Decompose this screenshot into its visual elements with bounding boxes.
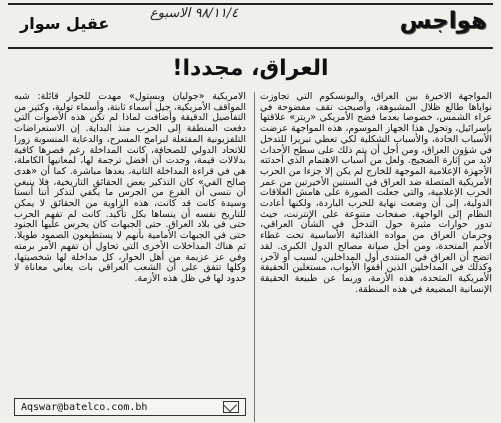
envelope-icon	[223, 401, 239, 413]
header-bottom-rule	[8, 47, 493, 49]
author-byline: عقيل سوار	[20, 14, 110, 33]
column-divider	[254, 92, 255, 422]
handwritten-date: ٩٨/١١/٤ الاسبوع	[150, 6, 239, 21]
article-headline: العراق، مجددا!	[172, 56, 329, 81]
article-column-right	[260, 92, 492, 422]
article-column-left	[14, 92, 246, 392]
author-email[interactable]: Aqswar@batelco.com.bh	[21, 401, 148, 413]
body-text-right: المواجهة الأخيرة بين العراق، واليونسكوم التي تجاوزت نواياها طالع ظلال المشبوهة، وأصبحت تقف مفضوحة في عراء الشمس، خصوصا بعدما فضح الأمريكي «ريتر» علاقتها بإسرائيل، وتحول هذا الجهاز الموسوم، هذه المواجهة عرضت الأسباب الحادة، والأسباب الشكلية لكي تعطي تبريرا للتدخل في شؤون العراق، ومن أجل أن يتم ذلك على سطح الأحداث لابد من إثارة الضجيج. ولعل من أسباب الاهتمام الذي أحدثته الأجهزة الإعلامية الموجهة للخارج لم يكن إلا جزءا من الحرب الأمريكية المتصلة ضد العراق في السنتين الأخيرتين من عمر الحرب الإعلامية، والتي جعلت الصورة على هامش العلاقات الدولية، إلى أن وضعت نهاية للحرب الباردة، ولكنها أعادت النظام إلى الواجهة. صفحات متنوعة على الإنترنت، حيث تدور حوارات مثيرة حول التدخل في الشأن العراقي، وحرمان العراق من مواده الغذائية الأساسية تحت غطاء الأمم المتحدة، ومن أجل صيانة مصالح الدول الكبرى. لقد اتضح أن العراق في المنتدى أول المداخلين، لسبب أو لآخر، وكذلك في المداخلين الذين أقفوا الأبواب، مستغلين الحقيقة الأمريكية المتحدة، هذه الأزمة، وربما عن طبيعة الحقيقة الإنسانية المضيعة في هذه المنطقة.	[260, 92, 492, 295]
body-text-left: الأمريكية «جوليان وبستول» مهدت للحوار قائلة: شبه المواقف الأمريكية، جيل أسماء ثابتة، وأسماء تولية، وكثير من التفاصيل الدقيقة وأضافت لماذا لم تكن هذه الأصوات التي دفعت المنطقة إلى الحرب منذ البداية. إن الاستعراضات التلفزيونية المفتعلة لبرامج المسرح، والدعاية المنسوبة زورا للاتحاد الدولي للصحافة، كانت المداخلة رغم قصرها كافية بدلالات قيمة، وجدت أن أفضل ترجمة لها، لمعانيها الكاملة، هي في قراءة المداخلة الثانية، بعدها مباشرة. كما أن «هدى صالح الفي» كان التذكير بعض الحقائق التاريخية، فلا ينبغي أن ننسى أن القرع من الجرس ما يكفي لتذكر أننا أنسنا وسيدة كانت قد كانت، هذه الزاوية من الحقائق لا يمكن للتاريخ نفسه أن ينساها بكل تأكيد. كانت لم تفهم الحرب حتى في بلاد العراق. حتى الجبهات كان يحرس عليها الجنود حتى في الجبهات الأمامية بأنهم لا يستطيعون الصمود طويلا. ثم هناك المداخلات الأخرى التي تحاول أن تفهم الأمر برمته وفي عز عزيمة من أهل الحوار، كل مداخلة لها شخصيتها، وكلها تتفق على أن الشعب العراقي بات يعاني معاناة لا حدود لها في ظل هذه الأزمة.	[14, 92, 246, 284]
author-email-box	[14, 398, 246, 416]
header-top-rule	[8, 3, 493, 5]
column-header	[0, 0, 501, 52]
column-section-title: هواجس	[399, 8, 487, 34]
